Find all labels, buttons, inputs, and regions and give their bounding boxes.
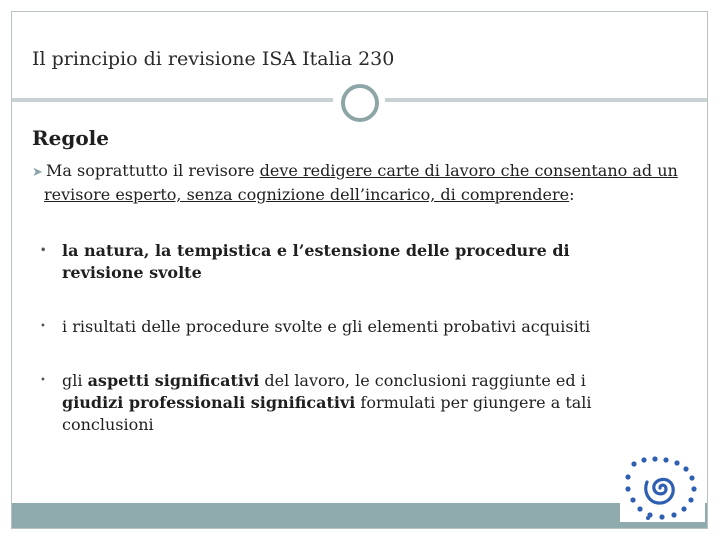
lead-text-1: Ma soprattutto il revisore xyxy=(46,161,260,180)
slide-title: Il principio di revisione ISA Italia 230 xyxy=(32,48,395,70)
lead-paragraph xyxy=(32,160,684,206)
bullet-3-bold-2: giudizi professionali significativi xyxy=(62,393,356,412)
bullet-3-part-1: gli xyxy=(62,371,88,390)
bullet-3-bold-1: aspetti significativi xyxy=(87,371,260,390)
bullet-text-2: i risultati delle procedure svolte e gli elementi probativi acquisiti xyxy=(62,317,591,336)
bullet-dot-icon: • xyxy=(40,321,46,332)
bullet-3-part-5: formulati per giungere a tali conclusioni xyxy=(62,393,592,434)
bullet-3-part-3: del lavoro, le conclusioni raggiunte ed i xyxy=(259,371,586,390)
lead-text-3: : xyxy=(569,185,575,204)
bullet-dot-icon: • xyxy=(40,375,46,386)
section-heading: Regole xyxy=(32,126,109,150)
list-item xyxy=(40,316,640,338)
list-item xyxy=(40,240,640,284)
lead-text-underlined: deve redigere carte di lavoro che consentano ad un revisore esperto, senza cognizione dell’incarico, di comprendere xyxy=(44,161,678,204)
arrow-icon: ➤ xyxy=(32,165,43,180)
spiral-logo-icon xyxy=(620,454,705,522)
list-item xyxy=(40,370,640,436)
bullet-text-1: la natura, la tempistica e l’estensione delle procedure di revisione svolte xyxy=(62,241,570,282)
ring-icon xyxy=(341,84,379,122)
footer-bar xyxy=(12,503,707,528)
bullet-list xyxy=(40,240,640,436)
bullet-dot-icon: • xyxy=(40,245,47,256)
